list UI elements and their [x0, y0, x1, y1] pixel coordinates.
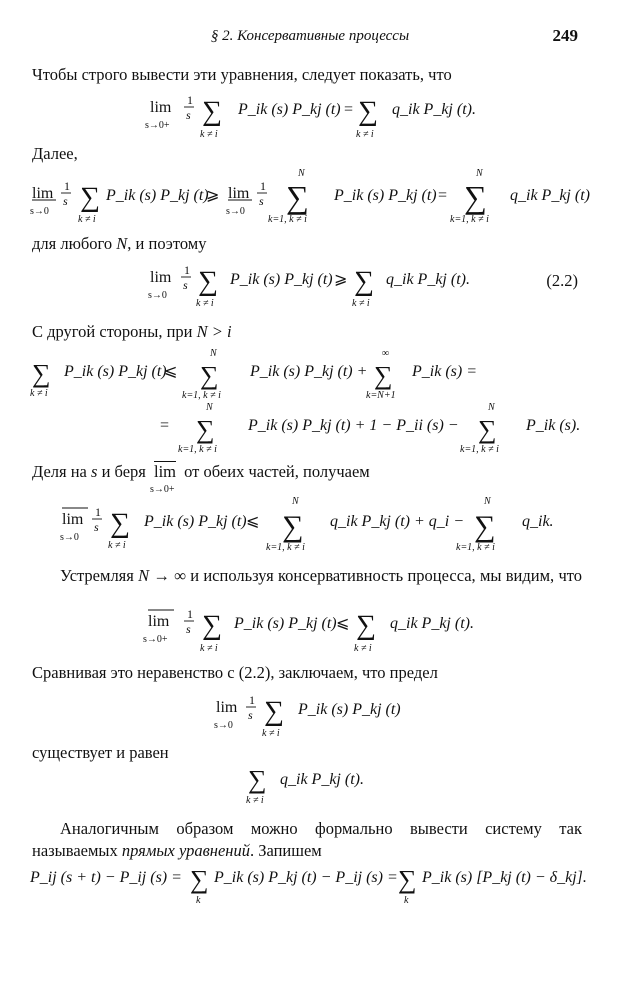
sum-upper-limit: N	[476, 168, 483, 179]
sum-sign: ∑	[110, 508, 130, 539]
equation-5	[0, 496, 620, 553]
running-header: § 2. Консервативные процессы	[210, 28, 410, 44]
fraction-numerator: 1	[187, 93, 193, 107]
math-term: q_ik P_kj (t).	[390, 615, 474, 632]
sum-subscript: k ≠ i	[196, 298, 214, 309]
math-term: q_ik P_kj (t).	[280, 771, 364, 788]
math-term: q_ik P_kj (t)	[510, 187, 590, 204]
math-variable: s	[91, 462, 98, 481]
math-term: P_ik (s).	[526, 417, 581, 434]
text-fragment: С другой стороны, при	[32, 322, 197, 341]
math-term: P_ik (s) P_kj (t) − P_ij (s) =	[214, 869, 398, 886]
math-operator: ⩾	[206, 187, 220, 204]
sum-subscript: k ≠ i	[354, 643, 372, 654]
equation-number: (2.2)	[546, 271, 578, 290]
text-fragment: , и поэтому	[127, 234, 207, 253]
equation-7	[0, 688, 620, 740]
fraction-denominator: s	[186, 622, 191, 636]
sum-sign: ∑	[464, 179, 487, 215]
equation-8	[0, 760, 620, 812]
math-inline: N > i	[196, 322, 232, 341]
page-number: 249	[552, 26, 578, 45]
sum-subscript: k ≠ i	[262, 728, 280, 739]
limit-operator: lim	[148, 613, 170, 630]
sum-subscript: k ≠ i	[246, 795, 264, 806]
math-term: P_ik (s) P_kj (t)	[238, 101, 341, 118]
text-fragment: Устремляя	[60, 566, 139, 585]
math-term: P_ik (s) P_kj (t) + 1 − P_ii (s) −	[248, 417, 459, 434]
equation-3	[0, 258, 620, 310]
sum-upper-limit: N	[484, 496, 491, 507]
math-term: q_ik.	[522, 513, 554, 530]
text-fragment: и используя консервативность процесса, мы видим, что	[185, 566, 582, 585]
sum-upper-limit: N	[210, 348, 217, 359]
paragraph-1: Чтобы строго вывести эти уравнения, следует показать, что	[32, 65, 452, 84]
sum-subscript: k=1, k ≠ i	[268, 214, 307, 225]
limit-subscript: s→0	[30, 206, 49, 217]
fraction-denominator: s	[63, 194, 68, 208]
math-operator: ⩾	[334, 271, 348, 288]
fraction-numerator: 1	[249, 693, 255, 707]
sum-sign: ∑	[358, 96, 378, 127]
math-operator: =	[438, 187, 448, 204]
sum-sign: ∑	[398, 865, 417, 894]
sum-sign: ∑	[202, 610, 222, 641]
sum-subscript: k ≠ i	[78, 214, 96, 225]
sum-sign: ∑	[32, 359, 51, 388]
math-operator: ⩽	[246, 513, 260, 530]
sum-upper-limit: N	[292, 496, 299, 507]
equation-4b	[0, 402, 620, 454]
sum-sign: ∑	[248, 765, 267, 794]
sum-subscript: k ≠ i	[352, 298, 370, 309]
math-term: P_ij (s + t) − P_ij (s) =	[30, 869, 182, 886]
equation-6	[0, 604, 620, 656]
sum-sign: ∑	[286, 179, 309, 215]
sum-sign: ∑	[354, 266, 374, 297]
limsup-inline	[149, 461, 180, 495]
sum-sign: ∑	[196, 415, 215, 444]
sum-sign: ∑	[198, 266, 218, 297]
limit-subscript: s→0	[60, 532, 79, 543]
limit-operator: lim	[62, 511, 84, 528]
sum-subscript: k=1, k ≠ i	[456, 542, 495, 553]
fraction-numerator: 1	[95, 505, 101, 519]
sum-upper-limit: N	[206, 402, 213, 413]
sum-subscript: k ≠ i	[108, 540, 126, 551]
fraction-numerator: 1	[187, 607, 193, 621]
paragraph-8: существует и равен	[32, 743, 169, 762]
math-term: P_ik (s) [P_kj (t) − δ_kj].	[422, 869, 587, 886]
math-term: P_ik (s) P_kj (t)	[298, 701, 401, 718]
fraction-denominator: s	[94, 520, 99, 534]
paragraph-9	[32, 818, 582, 862]
math-term: P_ik (s) =	[412, 363, 477, 380]
limit-subscript: s→0	[148, 290, 167, 301]
sum-sign: ∑	[282, 510, 304, 543]
sum-sign: ∑	[478, 415, 497, 444]
equation-1	[0, 92, 620, 144]
fraction-denominator: s	[259, 194, 264, 208]
sum-sign: ∑	[474, 510, 496, 543]
sum-subscript: k	[404, 895, 409, 906]
limit-operator: lim	[32, 185, 54, 202]
sum-upper-limit: N	[298, 168, 305, 179]
math-operator: =	[344, 101, 354, 118]
sum-sign: ∑	[356, 610, 376, 641]
math-term: q_ik P_kj (t) + q_i −	[330, 513, 465, 530]
math-term: P_ik (s) P_kj (t)	[234, 615, 337, 632]
paragraph-7: Сравнивая это неравенство с (2.2), заключаем, что предел	[32, 663, 438, 682]
limit-subscript: s→0+	[145, 120, 170, 131]
sum-subscript: k=1, k ≠ i	[178, 444, 217, 455]
sum-upper-limit: ∞	[382, 348, 390, 359]
math-term: P_ik (s) P_kj (t)	[144, 513, 247, 530]
sum-subscript: k ≠ i	[200, 129, 218, 140]
sum-subscript: k=1, k ≠ i	[450, 214, 489, 225]
limit-operator: lim	[150, 269, 172, 286]
math-term: P_ik (s) P_kj (t)	[64, 363, 167, 380]
sum-sign: ∑	[80, 182, 100, 213]
text-fragment: Деля на	[32, 462, 92, 481]
text-fragment: и беря	[97, 462, 150, 481]
math-term: P_ik (s) P_kj (t) +	[250, 363, 368, 380]
equation-9	[0, 858, 620, 910]
sum-sign: ∑	[264, 696, 284, 727]
sum-subscript: k ≠ i	[200, 643, 218, 654]
math-operator: =	[160, 417, 170, 434]
math-variable: N	[116, 234, 128, 253]
text-fragment: Аналогичным образом можно формально вывести систему так называемых	[32, 819, 582, 860]
equation-2	[0, 164, 620, 225]
paragraph-5	[32, 461, 582, 495]
sum-subscript: k=1, k ≠ i	[266, 542, 305, 553]
sum-subscript: k=N+1	[366, 390, 396, 401]
limit-operator: lim	[150, 99, 172, 116]
fraction-numerator: 1	[184, 263, 190, 277]
limit-operator: lim	[228, 185, 250, 202]
fraction-denominator: s	[186, 108, 191, 122]
paragraph-4	[32, 321, 582, 343]
fraction-numerator: 1	[260, 179, 266, 193]
math-term: P_ik (s) P_kj (t)	[106, 187, 209, 204]
sum-sign: ∑	[190, 865, 209, 894]
limit-subscript: s→0	[226, 206, 245, 217]
fraction-numerator: 1	[64, 179, 70, 193]
limit-subscript: s→0	[214, 720, 233, 731]
math-term: P_ik (s) P_kj (t)	[334, 187, 437, 204]
math-term: q_ik P_kj (t).	[386, 271, 470, 288]
sum-subscript: k ≠ i	[30, 388, 48, 399]
sum-subscript: k ≠ i	[356, 129, 374, 140]
sum-subscript: k=1, k ≠ i	[460, 444, 499, 455]
limit-subscript: s→0+	[143, 634, 168, 645]
equation-4a	[0, 348, 620, 400]
text-fragment: . Запишем	[249, 841, 322, 860]
limit-operator: lim	[153, 462, 176, 481]
sum-subscript: k=1, k ≠ i	[182, 390, 221, 401]
math-operator: ⩽	[164, 363, 178, 380]
fraction-denominator: s	[183, 278, 188, 292]
math-operator: ⩽	[336, 615, 350, 632]
paragraph-2: Далее,	[32, 144, 78, 163]
paragraph-6	[32, 565, 582, 587]
emphasis-text: прямых уравнений	[121, 841, 250, 860]
sum-sign: ∑	[202, 96, 222, 127]
limit-operator: lim	[216, 699, 238, 716]
sum-sign: ∑	[200, 361, 219, 390]
math-term: q_ik P_kj (t).	[392, 101, 476, 118]
text-fragment: от обеих частей, получаем	[180, 462, 370, 481]
paragraph-3	[32, 233, 582, 255]
sum-subscript: k	[196, 895, 201, 906]
text-fragment: для любого	[32, 234, 117, 253]
sum-upper-limit: N	[488, 402, 495, 413]
sum-sign: ∑	[374, 361, 393, 390]
math-inline: N → ∞	[138, 566, 186, 585]
fraction-denominator: s	[248, 708, 253, 722]
math-term: P_ik (s) P_kj (t)	[230, 271, 333, 288]
limit-subscript: s→0+	[149, 484, 175, 495]
